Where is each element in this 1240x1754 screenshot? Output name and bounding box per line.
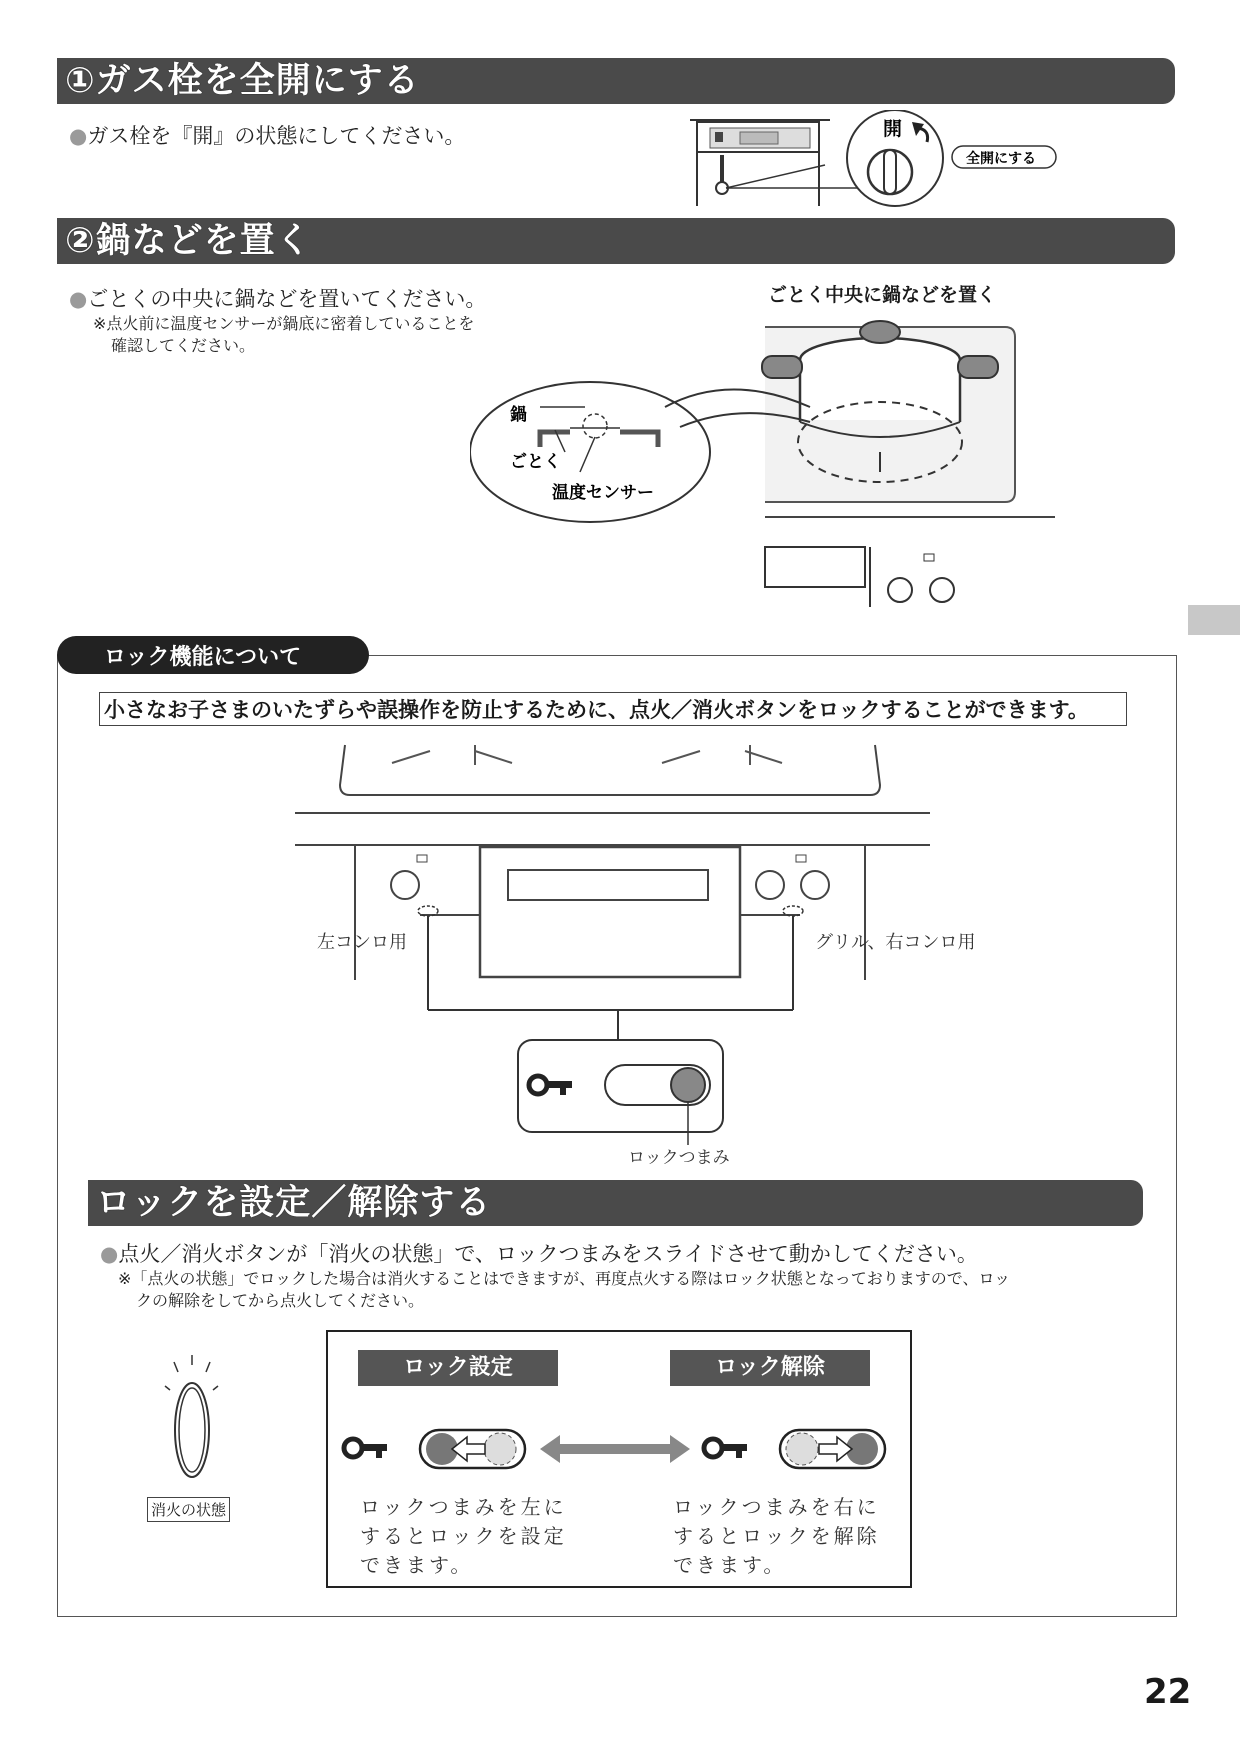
section2-text: ●ごとくの中央に鍋などを置いてください。 bbox=[69, 287, 487, 311]
off-state-button-icon bbox=[160, 1350, 220, 1500]
lock-knob-label: ロックつまみ bbox=[628, 1148, 730, 1168]
gas-valve-figure bbox=[690, 110, 1070, 210]
lock-release-description: ロックつまみを右に するとロックを解除 できます。 bbox=[673, 1495, 880, 1577]
left-burner-label: 左コンロ用 bbox=[317, 932, 407, 953]
section2-note: ※点火前に温度センサーが鍋底に密着していることを 確認してください。 bbox=[93, 314, 475, 355]
lock-set-description: ロックつまみを左に するとロックを設定 できます。 bbox=[360, 1495, 567, 1577]
section1-text: ●ガス栓を『開』の状態にしてください。 bbox=[69, 124, 466, 148]
off-state-label: 消火の状態 bbox=[147, 1497, 230, 1522]
pot-figure bbox=[470, 312, 1070, 612]
side-tab bbox=[1188, 605, 1240, 635]
open-label: 開 bbox=[883, 118, 903, 140]
lock-set-note: ※「点火の状態」でロックした場合は消火することはできますが、再度点火する際はロック状態となっておりますので、ロッ クの解除をしてから点火してください。 bbox=[118, 1269, 1011, 1310]
lock-set-header bbox=[88, 1180, 1143, 1226]
section2-title: ②鍋などを置く bbox=[65, 221, 312, 261]
full-open-label: 全開にする bbox=[966, 151, 1036, 167]
page-number: 22 bbox=[1144, 1672, 1192, 1712]
section1-title: ①ガス栓を全開にする bbox=[65, 61, 420, 101]
section2-header bbox=[57, 218, 1175, 264]
section1-header bbox=[57, 58, 1175, 104]
pot-figure-caption: ごとく中央に鍋などを置く bbox=[768, 284, 997, 306]
lock-intro: 小さなお子さまのいたずらや誤操作を防止するために、点火／消火ボタンをロックすることができます。 bbox=[99, 692, 1127, 726]
lock-set-title: ロックを設定／解除する bbox=[96, 1183, 492, 1223]
lock-set-text: ●点火／消火ボタンが「消火の状態」で、ロックつまみをスライドさせて動かしてください。 bbox=[100, 1242, 978, 1266]
trivet-label: ごとく bbox=[510, 452, 561, 472]
lock-info-title: ロック機能について bbox=[104, 645, 302, 670]
lock-unlock-diagram bbox=[340, 1420, 900, 1480]
pot-label: 鍋 bbox=[510, 405, 527, 425]
lock-info-tab bbox=[57, 636, 369, 674]
right-burner-label: グリル、右コンロ用 bbox=[815, 932, 976, 953]
lock-set-header-box: ロック設定 bbox=[358, 1350, 558, 1386]
lock-release-header-box: ロック解除 bbox=[670, 1350, 870, 1386]
sensor-label: 温度センサー bbox=[552, 483, 654, 503]
